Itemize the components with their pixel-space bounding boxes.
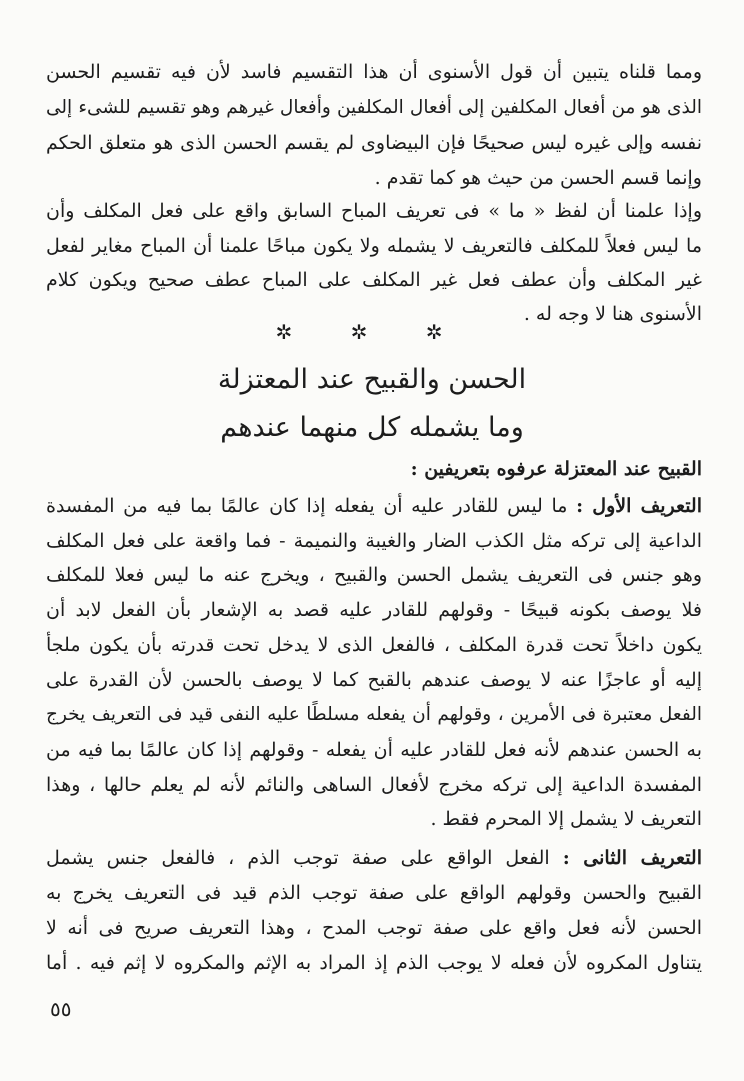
text-line: يكون داخلاً تحت قدرة المكلف ، فالفعل الذى لا يدخل تحت قدرته بأن يكون ملجأ — [46, 634, 702, 656]
text-line: المفسدة الداعية إلى تركه مخرج لأفعال الساهى والنائم لأنه لم يعلم حالها ، وهذا — [46, 774, 702, 796]
text-line: ومما قلناه يتبين أن قول الأسنوى أن هذا التقسيم فاسد لأن فيه تقسيم الحسن — [46, 61, 702, 83]
subheading: القبيح عند المعتزلة عرفوه بتعريفين : — [410, 458, 702, 480]
text-line: وهو جنس فى التعريف يشمل الحسن والقبيح ، ويخرج عنه ما ليس فعلا للمكلف — [46, 564, 702, 586]
section-title-line-1: الحسن والقبيح عند المعتزلة — [217, 364, 527, 395]
section-title-line-2: وما يشمله كل منهما عندهم — [220, 412, 524, 443]
text-line: وإنما قسم الحسن من حيث هو كما تقدم . — [374, 167, 702, 189]
text-line: فلا يوصف بكونه قبيحًا - وقولهم للقادر عليه قصد به الإشعار بأن الفعل لابد أن — [46, 599, 702, 621]
text-line: الذى هو من أفعال المكلفين إلى أفعال المكلفين وأفعال غيرهم وهو تقسيم للشىء إلى — [46, 97, 702, 118]
text-line: نفسه وإلى غيره ليس صحيحًا فإن البيضاوى لم يقسم الحسن الذى هو متعلق الحكم — [46, 132, 702, 154]
section-divider: ✲ ✲ ✲ — [275, 320, 469, 344]
text-line: إليه أو عاجزًا عنه لا يوصف عندهم بالقبح كما لا يوصف بالحسن لأن القدرة على — [46, 669, 702, 691]
definition-text: ما ليس للقادر عليه أن يفعله إذا كان عالمًا بما فيه من المفسدة — [46, 495, 577, 517]
text-line: به الحسن عندهم لأنه فعل للقادر عليه أن يفعله - وقولهم إذا كان عالمًا بما فيه من — [46, 739, 702, 761]
page-number: ٥٥ — [50, 997, 72, 1021]
text-line: ما ليس فعلاً للمكلف فالتعريف لا يشمله ولا يكون مباحًا علمنا أن المباح مغاير لفعل — [46, 235, 702, 257]
definition-label: التعريف الأول : — [576, 495, 703, 517]
definitions-text — [46, 0, 702, 1081]
text-line: غير المكلف وأن عطف فعل غير المكلف على المباح عطف صحيح ويكون كلام — [46, 269, 702, 291]
text-line: التعريف لا يشمل إلا المحرم فقط . — [430, 808, 702, 830]
definition-first-line — [46, 488, 702, 524]
text-line: الحسن لأنه فعل واقع على صفة توجب المدح ، وهذا التعريف صريح فى أنه لا — [46, 917, 702, 939]
text-line: الفعل معتبرة فى الأمرين ، وقولهم أن يفعله مسلطًا عليه النفى قيد فى التعريف يخرج — [46, 704, 702, 725]
text-line: الأسنوى هنا لا وجه له . — [523, 303, 702, 325]
text-line: الداعية إلى تركه مثل الكذب الضار والغيبة والنميمة - فما واقعة على فعل المكلف — [46, 530, 702, 552]
definition-label: التعريف الثانى : — [562, 847, 702, 869]
text-line: القبيح والحسن وقولهم الواقع على صفة توجب الذم قيد فى التعريف يخرج به — [46, 882, 702, 904]
text-line: يتناول المكروه لأن فعله لا يوجب الذم إذ المراد به الإثم والمكروه لا إثم فيه . أما — [46, 952, 702, 974]
text-line: وإذا علمنا أن لفظ « ما » فى تعريف المباح السابق واقع على فعل المكلف وأن — [46, 200, 702, 222]
definition-text: الفعل الواقع على صفة توجب الذم ، فالفعل جنس يشمل — [46, 847, 563, 869]
definition-first-line — [46, 840, 702, 876]
